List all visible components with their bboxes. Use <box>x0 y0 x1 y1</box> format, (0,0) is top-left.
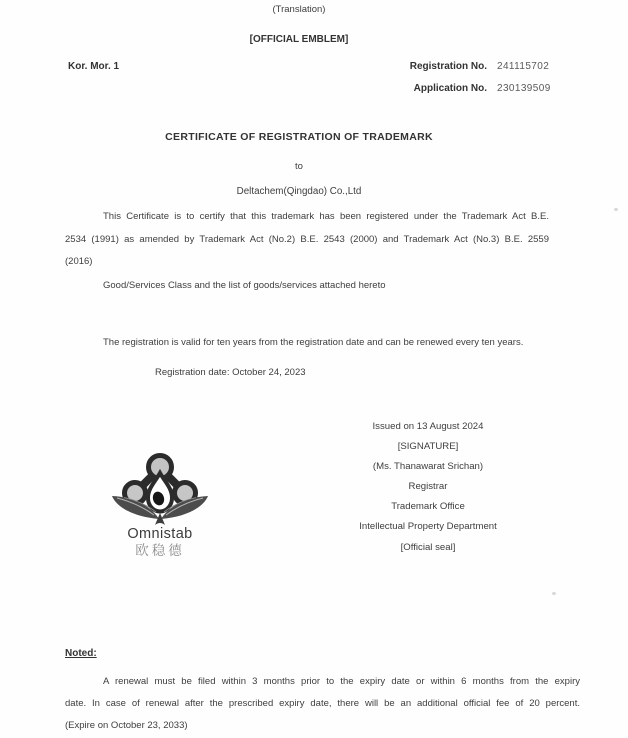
certify-line: This Certificate is to certify that this trademark has been registered under the Trademark Act B.E. <box>103 211 549 222</box>
signatory-name: (Ms. Thanawarat Srichan) <box>372 461 484 473</box>
trademark-latin-name: Omnistab <box>127 526 193 542</box>
trademark-logo <box>106 452 214 559</box>
registration-no-label: Registration No. <box>409 61 487 72</box>
application-no-label: Application No. <box>413 83 487 94</box>
omnistab-emblem-icon <box>110 452 210 526</box>
form-code: Kor. Mor. 1 <box>68 61 120 72</box>
noted-line: A renewal must be filed within 3 months prior to the expiry date or within 6 months from the expiry <box>103 676 580 687</box>
validity-line: The registration is valid for ten years from the registration date and can be renewed every ten years. <box>103 337 524 348</box>
owner-name: Deltachem(Qingdao) Co.,Ltd <box>236 186 362 197</box>
noted-heading: Noted: <box>65 648 97 659</box>
signatory-title: Registrar <box>408 481 448 493</box>
application-no-value: 230139509 <box>497 83 551 94</box>
noted-line: date. In case of renewal after the prescribed expiry date, there will be an additional official fee of 20 percent. <box>65 698 580 709</box>
translation-note: (Translation) <box>272 4 326 15</box>
office-name: Trademark Office <box>391 501 465 513</box>
certificate-title: CERTIFICATE OF REGISTRATION OF TRADEMARK <box>165 131 433 143</box>
certify-line: 2534 (1991) as amended by Trademark Act (No.2) B.E. 2543 (2000) and Trademark Act (No.3) B.E. 2559 <box>65 233 549 245</box>
noted-paragraph <box>65 671 580 737</box>
registration-no-value: 241115702 <box>497 61 550 72</box>
scan-artifact <box>614 208 618 211</box>
to-word: to <box>295 161 303 172</box>
noted-line: (Expire on October 23, 2033) <box>65 720 188 731</box>
scan-artifact <box>552 592 556 595</box>
goods-services-line: Good/Services Class and the list of goods/services attached hereto <box>103 280 386 291</box>
official-emblem-placeholder: [OFFICIAL EMBLEM] <box>249 34 349 45</box>
signature-placeholder: [SIGNATURE] <box>397 441 459 453</box>
certify-paragraph <box>65 206 549 274</box>
department-name: Intellectual Property Department <box>359 521 497 533</box>
trademark-chinese-name: 欧稳德 <box>135 543 185 558</box>
registration-date-line: Registration date: October 24, 2023 <box>155 367 306 378</box>
signature-block <box>288 417 568 558</box>
official-seal-placeholder: [Official seal] <box>400 541 456 553</box>
issued-date-line: Issued on 13 August 2024 <box>372 421 484 432</box>
certify-line: (2016) <box>65 256 93 268</box>
